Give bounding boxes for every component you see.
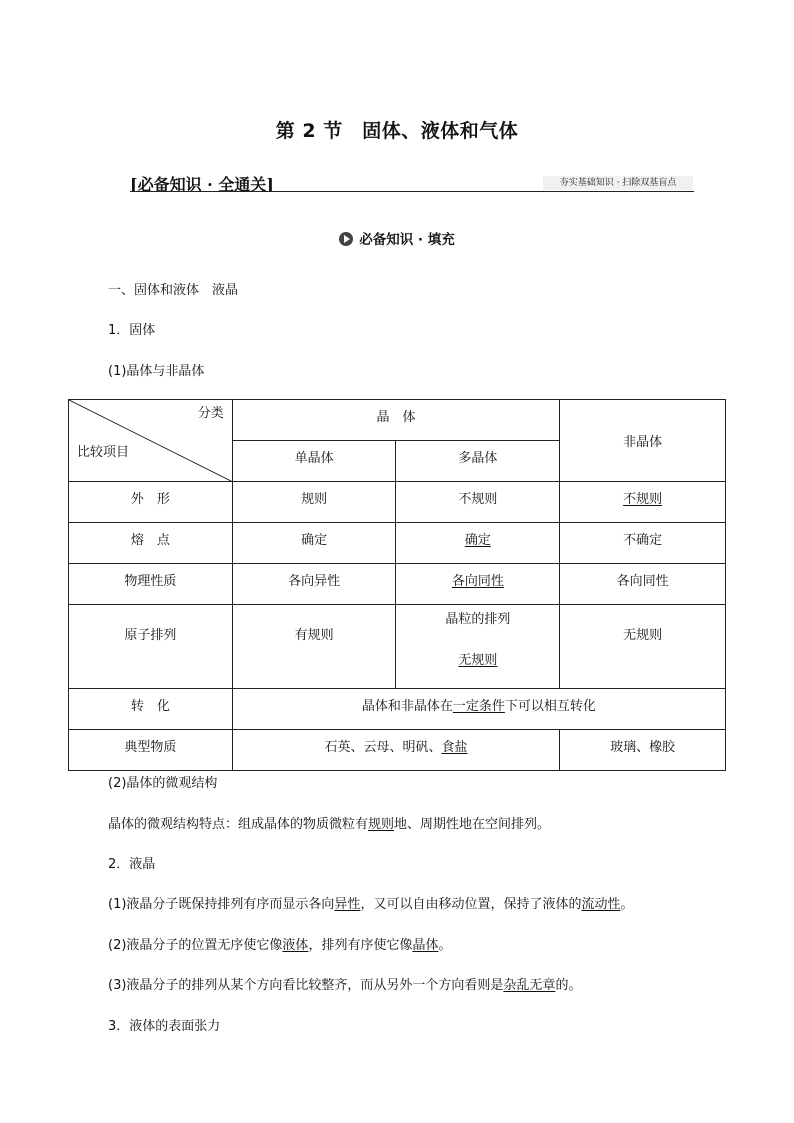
cell-poly [396, 605, 560, 689]
table-row [69, 730, 726, 771]
cell-poly [396, 564, 560, 605]
heading-micro-structure: (2)晶体的微观结构 [108, 776, 218, 791]
table-corner-cell [69, 400, 233, 482]
page-title: 第 2 节 固体、液体和气体 [275, 120, 519, 142]
lc1-text-u2: 流动性 [581, 897, 621, 912]
table-row [69, 689, 726, 730]
cell-amorphous [560, 605, 726, 689]
typical-text-pre: 石英、云母、明矾、 [324, 740, 442, 755]
row-label: 转 化 [69, 689, 233, 730]
cell-poly-text: 确定 [464, 533, 491, 548]
cell-single [232, 605, 396, 689]
lc1-text-a: (1)液晶分子既保持排列有序而显示各向 [108, 897, 335, 912]
header-polycrystal: 多晶体 [396, 441, 560, 482]
lc2-text-c: 。 [438, 938, 452, 953]
typical-text-underlined: 食盐 [441, 740, 468, 755]
lc2-text-a: (2)液晶分子的位置无序使它像 [108, 938, 283, 953]
heading-surface-tension: 3．液体的表面张力 [108, 1019, 221, 1034]
heading-solids: 1．固体 [108, 323, 156, 338]
banner-right-label: 夯实基础知识 · 扫除双基盲点 [543, 176, 693, 190]
cell-amorphous-text: 无规则 [623, 628, 663, 643]
play-icon [339, 232, 353, 246]
header-classify: 分类 [197, 406, 224, 421]
cell-single: 规则 [232, 482, 396, 523]
transform-text-underlined: 一定条件 [452, 699, 505, 714]
lc1-text-c: 。 [620, 897, 634, 912]
lc1-text-b: ，又可以自由移动位置，保持了液体的 [360, 897, 582, 912]
transform-text-pre: 晶体和非晶体在 [361, 699, 453, 714]
cell-single: 各向异性 [232, 564, 396, 605]
lc3-text-underlined: 杂乱无章 [503, 978, 556, 993]
row-label: 物理性质 [69, 564, 233, 605]
micro-text-post: 地、周期性地在空间排列。 [394, 817, 551, 832]
table-row [69, 523, 726, 564]
crystal-comparison-table [68, 399, 726, 771]
cell-amorphous: 各向同性 [560, 564, 726, 605]
row-label: 外 形 [69, 482, 233, 523]
header-amorphous-text: 非晶体 [623, 434, 663, 450]
heading-crystal-vs-amorphous: (1)晶体与非晶体 [108, 364, 205, 379]
row-label-text: 原子排列 [124, 628, 177, 643]
lc1-text-u1: 异性 [334, 897, 361, 912]
cell-poly-line2-text: 无规则 [458, 653, 498, 668]
paragraph-liquid-crystal-2 [108, 934, 451, 953]
lc2-text-b: ，排列有序使它像 [308, 938, 413, 953]
transform-text-post: 下可以相互转化 [504, 699, 596, 714]
cell-poly-line2 [397, 635, 558, 687]
paragraph-micro-structure [108, 813, 550, 832]
cell-single: 确定 [232, 523, 396, 564]
heading-liquid-crystal: 2．液晶 [108, 857, 156, 872]
cell-typical-amorphous: 玻璃、橡胶 [560, 730, 726, 771]
micro-text-pre: 晶体的微观结构特点：组成晶体的物质微粒有 [108, 817, 369, 832]
table-row [69, 482, 726, 523]
table-row [69, 564, 726, 605]
cell-transform [232, 689, 725, 730]
cell-poly-line1: 晶粒的排列 [445, 612, 511, 627]
cell-amorphous: 不确定 [560, 523, 726, 564]
cell-amorphous-text: 不规则 [623, 492, 663, 507]
cell-poly [396, 523, 560, 564]
row-label [69, 605, 233, 689]
cell-amorphous [560, 482, 726, 523]
header-single-crystal: 单晶体 [232, 441, 396, 482]
section-heading [0, 228, 794, 248]
row-label: 典型物质 [69, 730, 233, 771]
row-label: 熔 点 [69, 523, 233, 564]
lc2-text-u2: 晶体 [412, 938, 439, 953]
heading-solids-liquids: 一、固体和液体 液晶 [108, 283, 239, 298]
cell-poly-text: 各向同性 [451, 574, 504, 589]
header-crystal: 晶 体 [232, 400, 559, 441]
micro-text-underlined: 规则 [368, 817, 395, 832]
cell-single-text: 有规则 [294, 628, 334, 643]
paragraph-liquid-crystal-3 [108, 974, 581, 993]
header-compare: 比较项目 [77, 445, 130, 460]
lc3-text-a: (3)液晶分子的排列从某个方向看比较整齐，而从另外一个方向看则是 [108, 978, 504, 993]
header-amorphous [560, 400, 726, 482]
lc2-text-u1: 液体 [282, 938, 309, 953]
banner-rule [130, 191, 694, 192]
banner-left-label: [必备知识 · 全通关] [130, 175, 274, 194]
lc3-text-b: 的。 [555, 978, 582, 993]
table-row [69, 605, 726, 689]
cell-typical-crystal [232, 730, 559, 771]
cell-poly: 不规则 [396, 482, 560, 523]
paragraph-liquid-crystal-1 [108, 893, 633, 912]
section-heading-text: 必备知识 · 填充 [359, 232, 455, 248]
